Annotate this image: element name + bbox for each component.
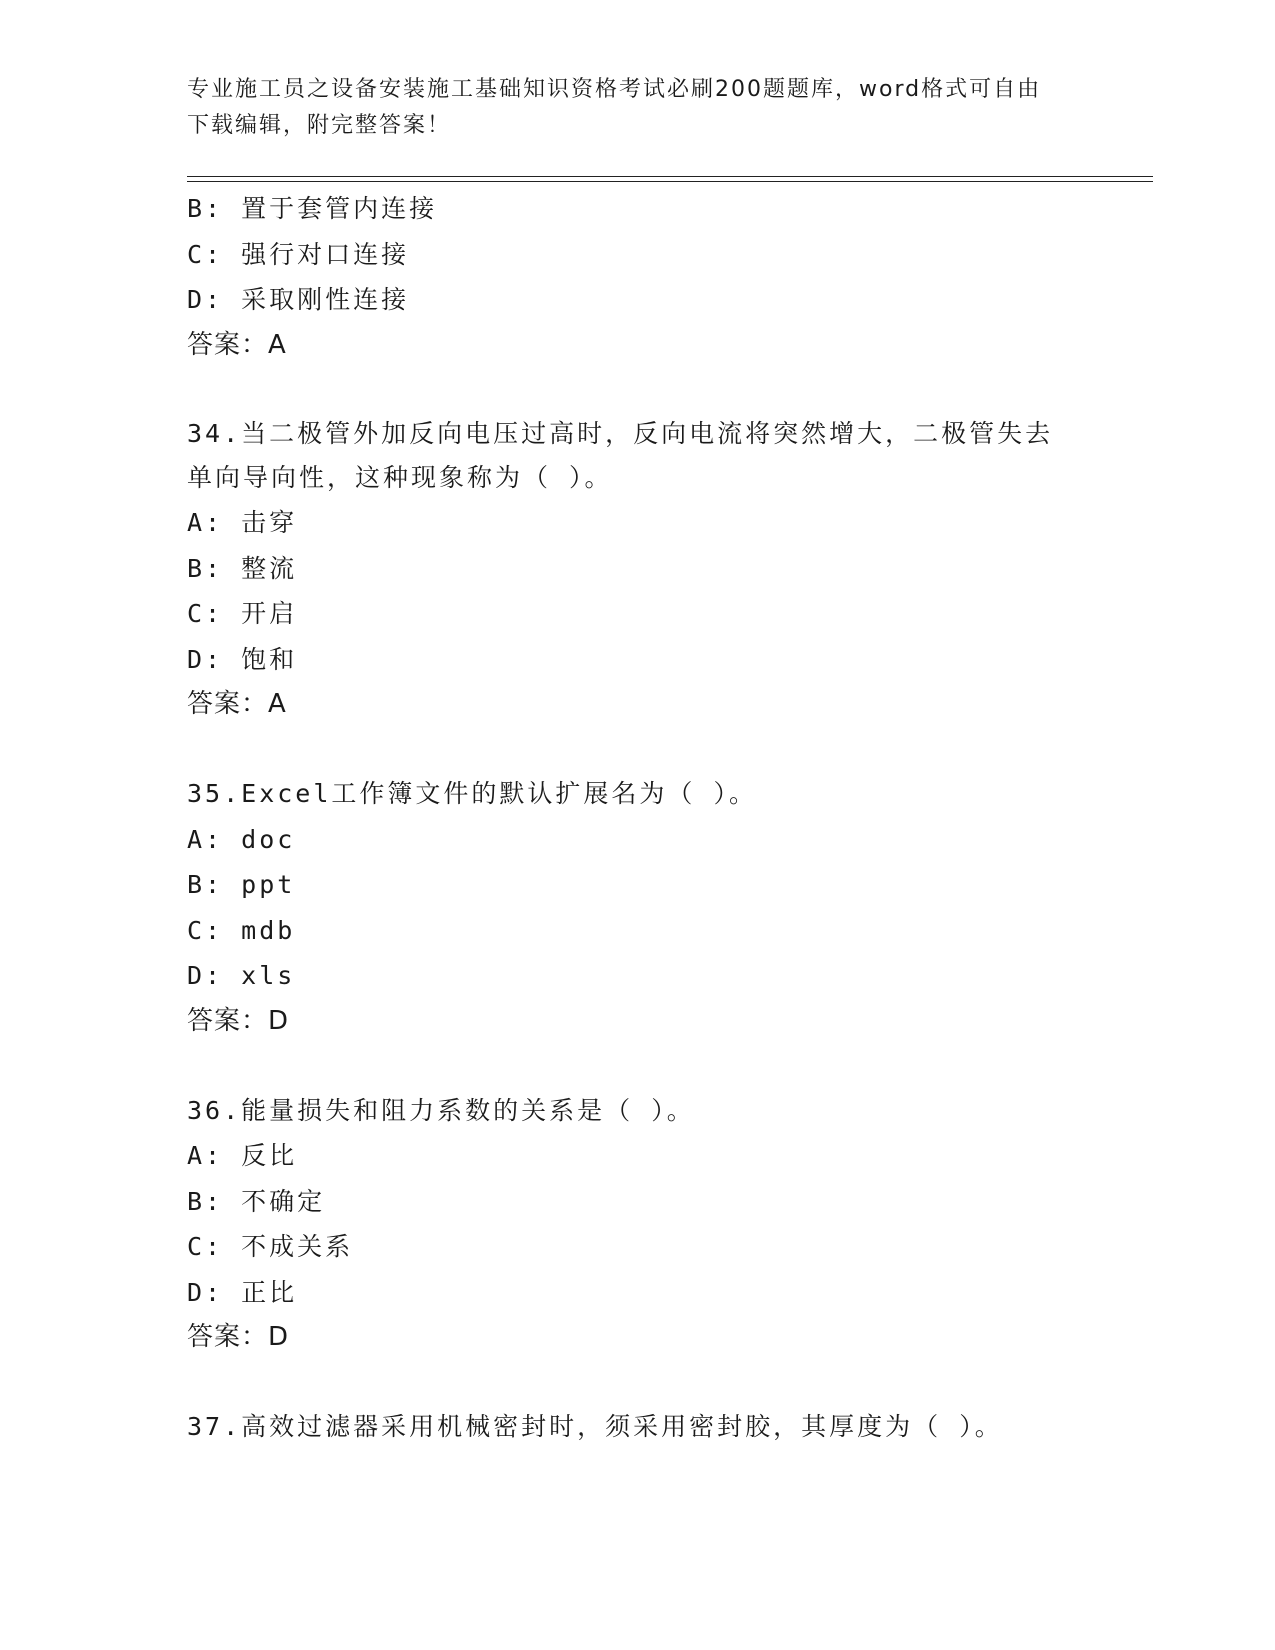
- option-c: C: 不成关系: [187, 1232, 354, 1261]
- option-c: C: mdb: [187, 915, 296, 945]
- option-a: A: 击穿: [187, 508, 298, 537]
- option-b: B: 不确定: [187, 1186, 326, 1216]
- question-stem: 37.高效过滤器采用机械密封时，须采用密封胶，其厚度为（ ）。: [187, 1412, 1003, 1441]
- option-d: D: 正比: [187, 1277, 298, 1307]
- option-d: D: 饱和: [187, 644, 298, 674]
- option-c: C: 强行对口连接: [187, 239, 410, 269]
- option-b: B: ppt: [187, 870, 296, 899]
- question-stem-continued: 单向导向性，这种现象称为（ ）。: [187, 462, 613, 492]
- question-list: [187, 186, 1153, 1450]
- question-spacer: [187, 1044, 1153, 1088]
- answer-line: 答案：D: [187, 1322, 290, 1352]
- header-line-2: 下载编辑，附完整答案！: [187, 113, 452, 138]
- header-line-1: 专业施工员之设备安装施工基础知识资格考试必刷200题题库，word格式可自由: [187, 77, 1042, 102]
- header-divider-bottom: [187, 181, 1153, 182]
- question-stem: 36.能量损失和阻力系数的关系是（ ）。: [187, 1095, 695, 1125]
- question-35: [187, 771, 1153, 1044]
- question-spacer: [187, 1360, 1153, 1404]
- option-a: A: doc: [187, 824, 296, 854]
- question-34: [187, 412, 1153, 728]
- question-33: [187, 186, 1153, 368]
- page-header: [187, 72, 1087, 144]
- answer-line: 答案：A: [187, 689, 287, 719]
- option-c: C: 开启: [187, 599, 298, 628]
- question-spacer: [187, 368, 1153, 412]
- answer-line: 答案：A: [187, 329, 287, 360]
- option-d: D: 采取刚性连接: [187, 285, 410, 314]
- option-a: A: 反比: [187, 1141, 298, 1170]
- option-d: D: xls: [187, 961, 296, 990]
- question-stem: 34.当二极管外加反向电压过高时，反向电流将突然增大，二极管失去: [187, 418, 1054, 448]
- question-spacer: [187, 727, 1153, 771]
- question-stem: 35.Excel工作簿文件的默认扩展名为（ ）。: [187, 779, 757, 808]
- header-divider-top: [187, 176, 1153, 177]
- option-b: B: 置于套管内连接: [187, 194, 438, 223]
- option-b: B: 整流: [187, 553, 298, 583]
- question-36: [187, 1088, 1153, 1361]
- answer-line: 答案：D: [187, 1005, 290, 1036]
- question-37: [187, 1404, 1153, 1450]
